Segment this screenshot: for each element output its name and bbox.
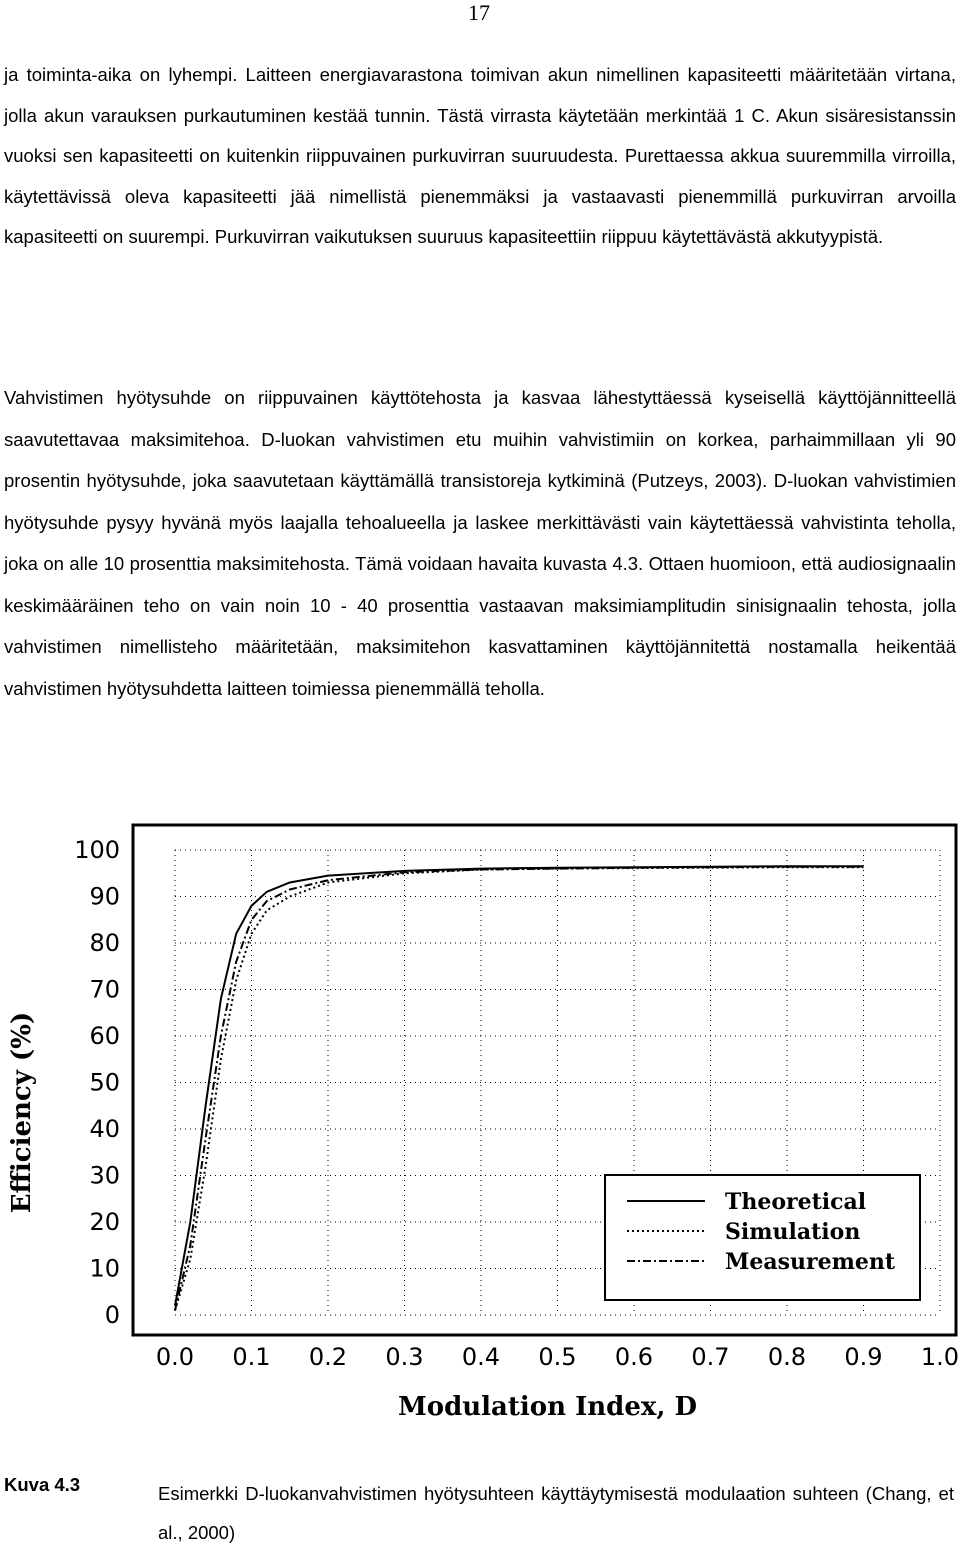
y-tick-label: 20 (89, 1208, 120, 1236)
y-axis-title: Efficiency (%) (7, 1011, 37, 1214)
legend-label: Measurement (725, 1249, 896, 1275)
y-tick-label: 0 (104, 1301, 120, 1329)
legend-label: Simulation (725, 1219, 861, 1245)
body-paragraph-1: ja toiminta-aika on lyhempi. Laitteen energiavarastona toimivan akun nimellinen kapasiteetti määritetään virtana, jolla akun varauksen purkautuminen kestää tunnin. Tästä virrasta käytetään merkintää 1 C. Akun sisäresistanssin vuoksi sen kapasiteetti on kuitenkin riippuvainen purkuvirran suuruudesta. Purettaessa akkua suuremmilla virroilla, käytettävissä oleva kapasiteetti jää nimellistä pienemmäksi ja vastaavasti pienemmillä purkuvirran arvoilla kapasiteetti on suurempi. Purkuvirran vaikutuksen suuruus kapasiteettiin riippuu käytettävästä akkutyypistä. (4, 64, 956, 248)
x-axis-title: Modulation Index, D (397, 1392, 698, 1422)
page-number: 17 (468, 0, 490, 25)
y-tick-label: 90 (89, 882, 120, 911)
x-tick-label: 0.0 (155, 1343, 195, 1371)
figure-efficiency-chart (0, 810, 960, 1430)
x-tick-label: 1.0 (920, 1343, 960, 1371)
x-tick-label: 0.2 (308, 1343, 348, 1371)
figure-caption-label: Kuva 4.3 (4, 1474, 81, 1495)
x-tick-label: 0.3 (385, 1343, 424, 1371)
x-tick-label: 0.7 (691, 1343, 730, 1371)
y-tick-label: 10 (89, 1254, 120, 1283)
x-tick-label: 0.8 (767, 1343, 807, 1371)
x-tick-label: 0.5 (538, 1343, 577, 1371)
x-tick-label: 0.4 (461, 1343, 501, 1371)
body-paragraph-2: Vahvistimen hyötysuhde on riippuvainen käyttötehosta ja kasvaa lähestyttäessä kyseisellä käyttöjännitteellä saavutettavaa maksimitehoa. D-luokan vahvistimen etu muihin vahvistimiin on korkea, parhaimmillaan yli 90 prosentin hyötysuhde, joka saavutetaan käyttämällä transistoreja kytkiminä (Putzeys, 2003). D-luokan vahvistimien hyötysuhde pysyy hyvänä myös laajalla tehoalueella ja laskee merkittävästi vain käytettäessä vahvistinta teholla, joka on alle 10 prosenttia maksimitehosta. Tämä voidaan havaita kuvasta 4.3. Ottaen huomioon, että audiosignaalin keskimääräinen teho on vain noin 10 - 40 prosenttia vastaavan maksimiamplitudin sinisignaalin tehosta, jolla vahvistimen nimellisteho määritetään, maksimitehon kasvattaminen käyttöjännitettä nostamalla heikentää vahvistimen hyötysuhdetta laitteen toimiessa pienemmällä teholla. (4, 387, 956, 699)
y-tick-label: 50 (89, 1068, 120, 1097)
figure-caption-text: Esimerkki D-luokanvahvistimen hyötysuhteen käyttäytymisestä modulaation suhteen (Chang, et al., 2000) (158, 1483, 954, 1543)
y-tick-label: 80 (89, 929, 120, 957)
efficiency-chart (0, 810, 960, 1430)
y-tick-label: 100 (74, 836, 120, 864)
legend-label: Theoretical (725, 1189, 867, 1215)
y-tick-label: 70 (89, 975, 120, 1004)
y-tick-label: 60 (89, 1022, 120, 1050)
y-tick-label: 40 (89, 1115, 120, 1143)
x-tick-label: 0.1 (232, 1343, 271, 1371)
x-tick-label: 0.9 (844, 1343, 883, 1371)
x-tick-label: 0.6 (614, 1343, 654, 1371)
y-tick-label: 30 (89, 1161, 120, 1190)
